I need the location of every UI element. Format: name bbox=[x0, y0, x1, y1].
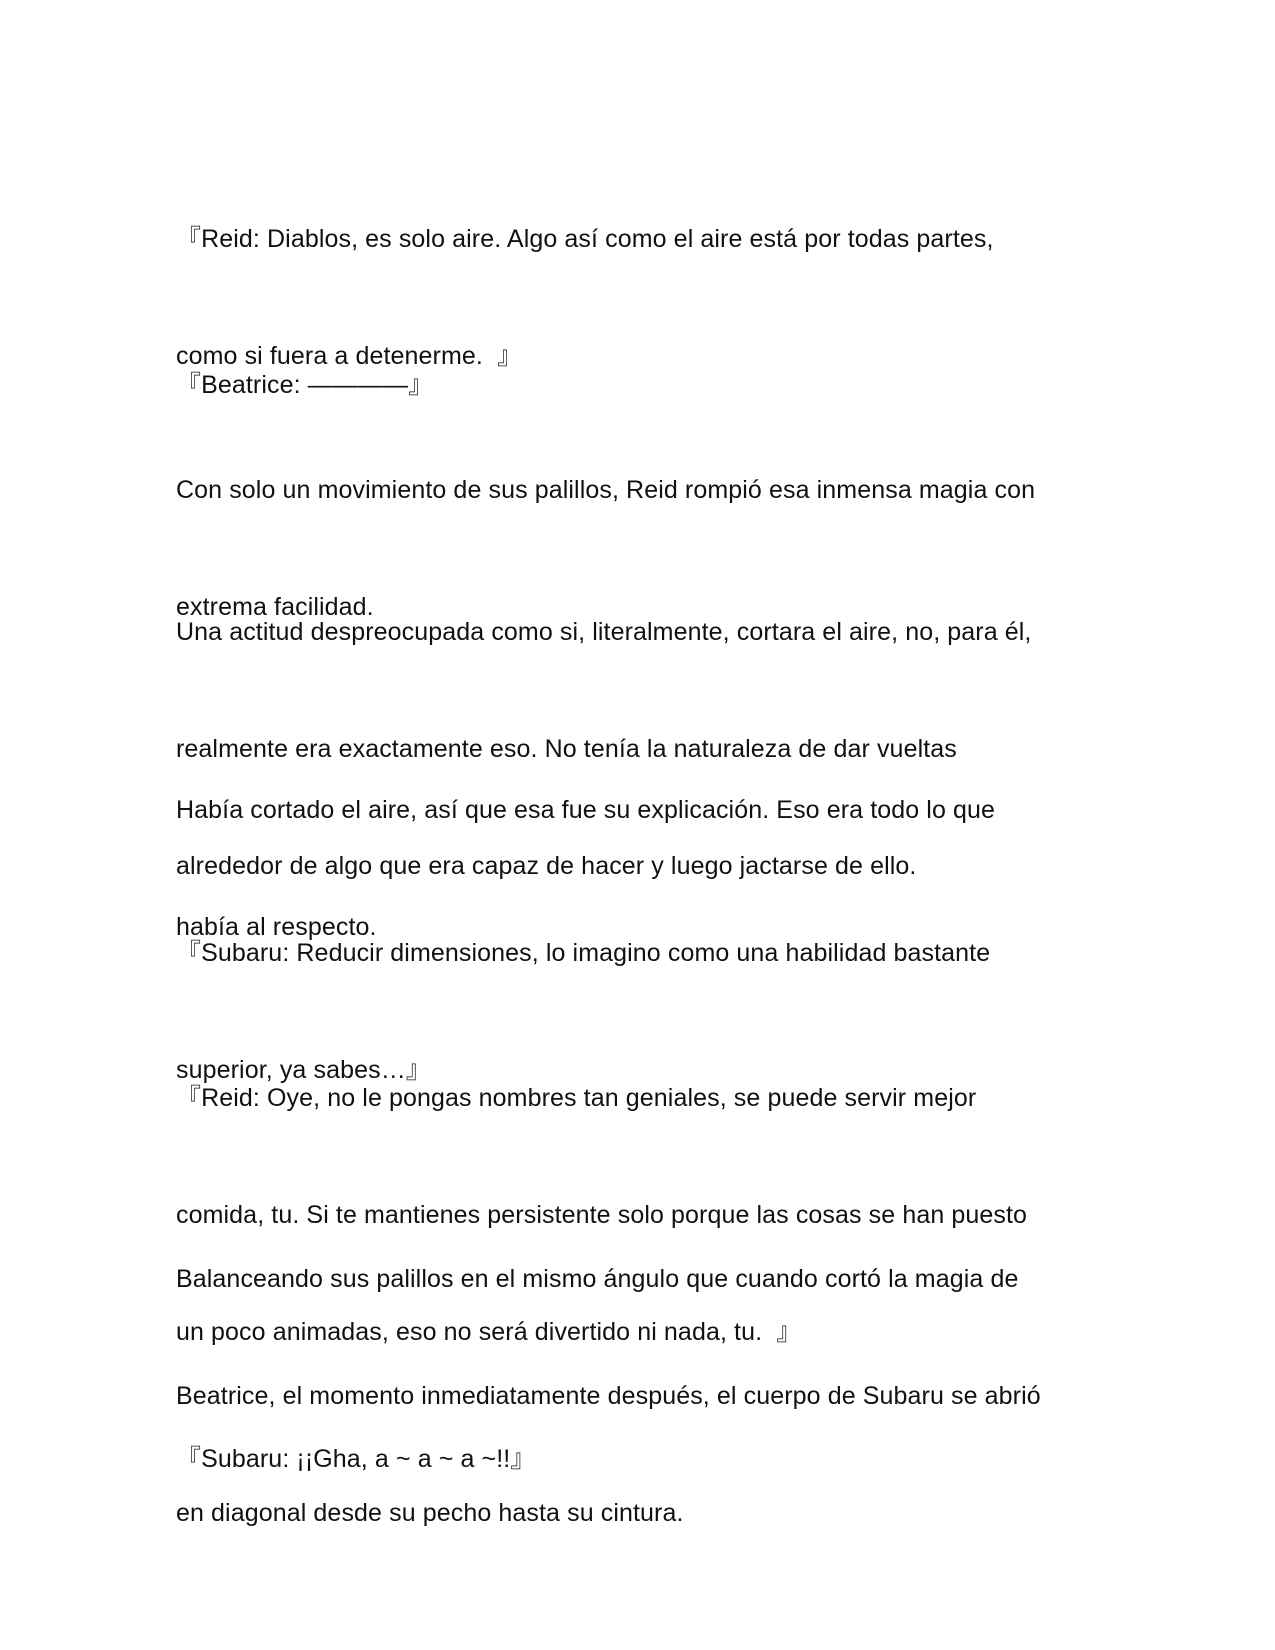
text-line: extrema facilidad. bbox=[176, 593, 374, 621]
text-line: Balanceando sus palillos en el mismo ángulo que cuando cortó la magia de bbox=[176, 1265, 1019, 1293]
text-line: como si fuera a detenerme. 』 bbox=[176, 342, 523, 370]
dialogue-paragraph bbox=[176, 1362, 1096, 1557]
text-line: 『Beatrice: ————』 bbox=[176, 371, 434, 399]
text-line: un poco animadas, eso no será divertido ni nada, tu. 』 bbox=[176, 1318, 802, 1346]
text-line: comida, tu. Si te mantienes persistente solo porque las cosas se han puesto bbox=[176, 1201, 1028, 1229]
text-line: Beatrice, el momento inmediatamente después, el cuerpo de Subaru se abrió bbox=[176, 1382, 1041, 1410]
text-line: 『Reid: Diablos, es solo aire. Algo así como el aire está por todas partes, bbox=[176, 225, 994, 253]
text-line: alrededor de algo que era capaz de hacer y luego jactarse de ello. bbox=[176, 852, 917, 880]
text-line: en diagonal desde su pecho hasta su cintura. bbox=[176, 1499, 684, 1527]
text-line: Con solo un movimiento de sus palillos, Reid rompió esa inmensa magia con bbox=[176, 476, 1036, 504]
text-line: había al respecto. bbox=[176, 913, 377, 941]
text-line: 『Reid: Oye, no le pongas nombres tan geniales, se puede servir mejor bbox=[176, 1084, 977, 1112]
text-line: 『Subaru: ¡¡Gha, a ~ a ~ a ~!!』 bbox=[176, 1445, 536, 1473]
text-line: superior, ya sabes…』 bbox=[176, 1056, 431, 1084]
text-line: 『Subaru: Reducir dimensiones, lo imagino como una habilidad bastante bbox=[176, 939, 991, 967]
text-line: Una actitud despreocupada como si, literalmente, cortara el aire, no, para él, bbox=[176, 618, 1032, 646]
text-line: realmente era exactamente eso. No tenía la naturaleza de dar vueltas bbox=[176, 735, 957, 763]
text-line: Había cortado el aire, así que esa fue su explicación. Eso era todo lo que bbox=[176, 796, 996, 824]
